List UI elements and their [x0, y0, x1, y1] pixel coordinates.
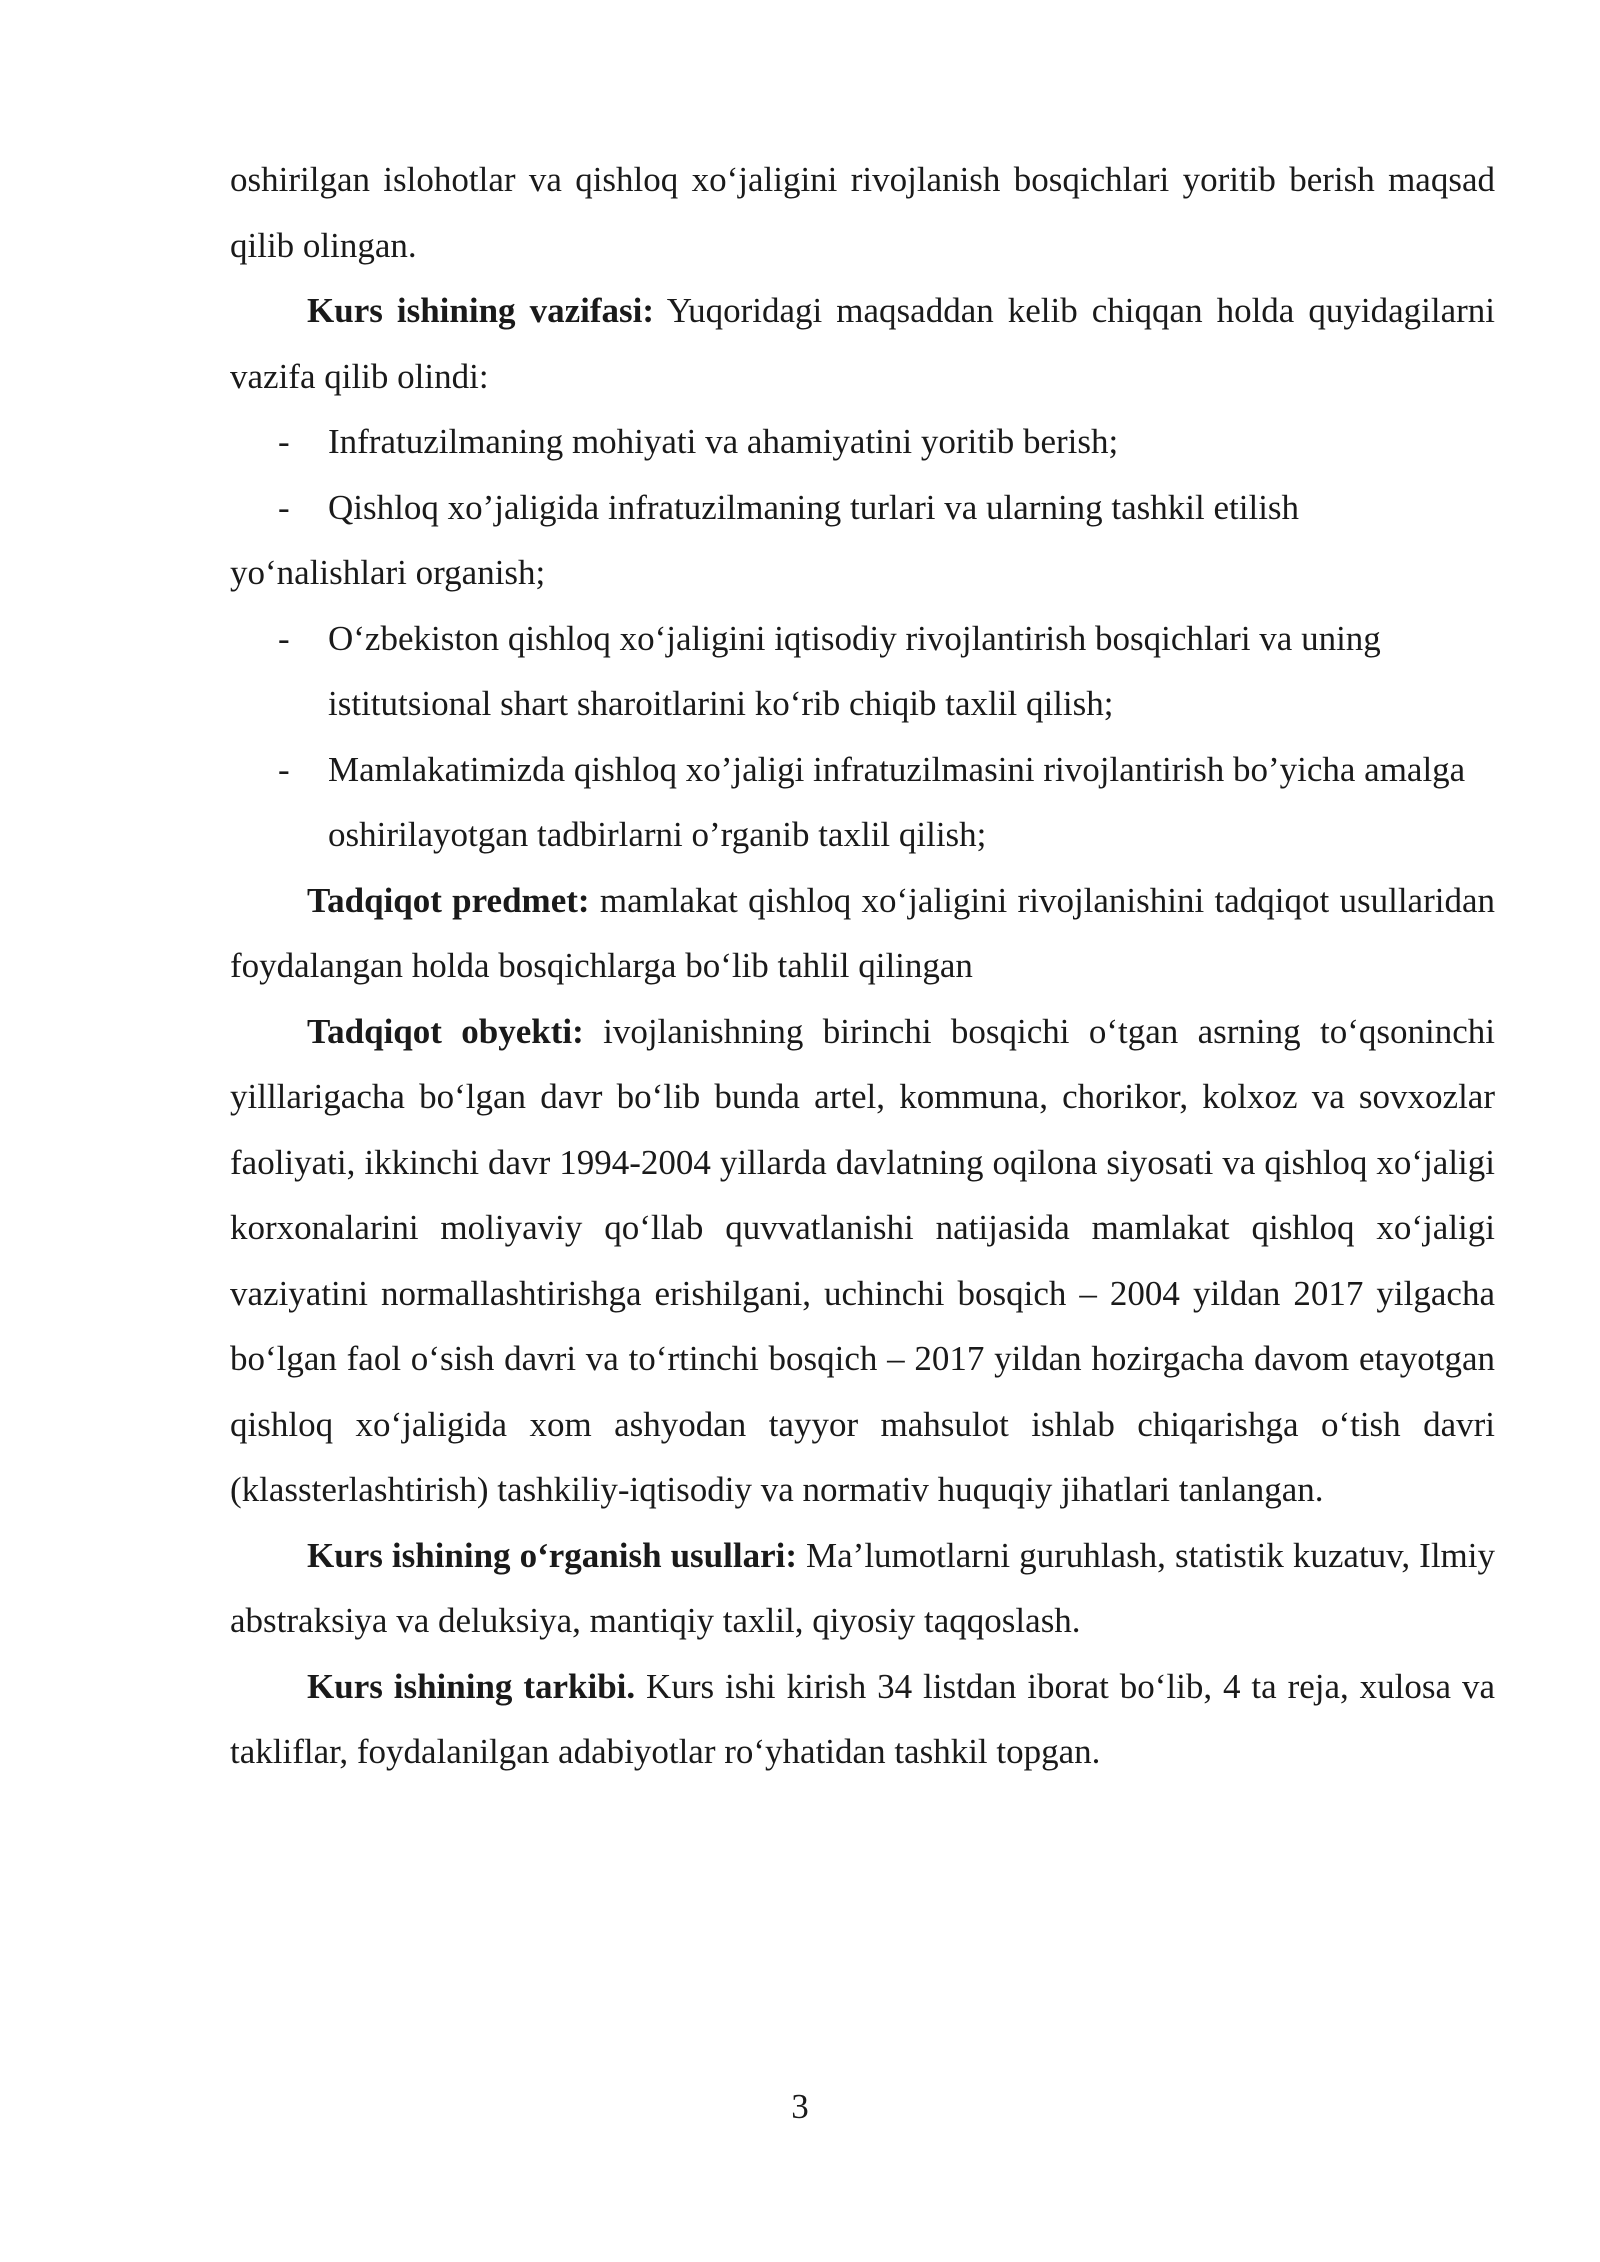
task-item-text: O‘zbekiston qishloq xo‘jaligini iqtisodiy rivojlantirish bosqichlari va uning istitutsional shart sharoitlarini ko‘rib chiqib taxlil qilish; [328, 618, 1381, 723]
task-item-text: Qishloq xo’jaligida infratuzilmaning turlari va ularning tashkil etilish [328, 487, 1300, 527]
list-dash: - [278, 749, 290, 789]
task-list-item [230, 475, 1495, 541]
structure-text: Kurs ishi kirish 34 listdan iborat bo‘lib, 4 ta reja, xulosa va takliflar, foydalanilgan adabiyotlar ro‘yhatidan tashkil topgan. [230, 1666, 1495, 1771]
task-list-item [230, 606, 1495, 737]
task-list-item [230, 409, 1495, 475]
tasks-text: Yuqoridagi maqsaddan kelib chiqqan holda quyidagilarni vazifa qilib olindi: [230, 291, 1495, 396]
tasks-paragraph [230, 278, 1495, 409]
page-number: 3 [791, 2087, 809, 2126]
list-dash: - [278, 618, 290, 658]
document-page [230, 147, 1495, 1785]
tasks-heading: Kurs ishining vazifasi: [307, 291, 654, 330]
task-item-text: Infratuzilmaning mohiyati va ahamiyatini yoritib berish; [328, 422, 1119, 461]
task-list-item [230, 737, 1495, 868]
object-heading: Tadqiqot obyekti: [307, 1011, 584, 1051]
structure-heading: Kurs ishining tarkibi. [307, 1666, 636, 1706]
subject-text: mamlakat qishloq xo‘jaligini rivojlanishini tadqiqot usullaridan foydalangan holda bosqichlarga bo‘lib tahlil qilingan [230, 880, 1495, 985]
subject-heading: Tadqiqot predmet: [307, 880, 590, 920]
structure-paragraph [230, 1654, 1495, 1785]
task-item-text: Mamlakatimizda qishloq xo’jaligi infratuzilmasini rivojlantirish bo’yicha amalga oshirilayotgan tadbirlarni o’rganib taxlil qilish; [328, 749, 1466, 854]
subject-paragraph [230, 868, 1495, 999]
object-text: ivojlanishning birinchi bosqichi o‘tgan asrning to‘qsoninchi yilllarigacha bo‘lgan davr bo‘lib bunda artel, kommuna, chorikor, kolxoz va sovxozlar faoliyati, ikkinchi davr 1994-2004 yillarda davlatning oqilona siyosati va qishloq xo‘jaligi korxonalarini moliyaviy qo‘llab quvvatlanishi natijasida mamlakat qishloq xo‘jaligi vaziyatini normallashtirishga erishilgani, uchinchi bosqich – 2004 yildan 2017 yilgacha bo‘lgan faol o‘sish davri va to‘rtinchi bosqich – 2017 yildan hozirgacha davom etayotgan qishloq xo‘jaligida xom ashyodan tayyor mahsulot ishlab chiqarishga o‘tish davri (klassterlashtirish) tashkiliy-iqtisodiy va normativ huquqiy jihatlari tanlangan. [230, 1011, 1495, 1509]
list-dash: - [278, 422, 290, 461]
methods-heading: Kurs ishining o‘rganish usullari: [307, 1535, 797, 1575]
methods-text: Ma’lumotlarni guruhlash, statistik kuzatuv, Ilmiy abstraksiya va deluksiya, mantiqiy taxlil, qiyosiy taqqoslash. [230, 1535, 1495, 1640]
object-paragraph [230, 999, 1495, 1523]
task-list-item-continuation: yo‘nalishlari organish; [230, 553, 546, 592]
intro-paragraph-tail: oshirilgan islohotlar va qishloq xo‘jaligini rivojlanish bosqichlari yoritib berish maqsad qilib olingan. [230, 160, 1495, 265]
methods-paragraph [230, 1523, 1495, 1654]
list-dash: - [278, 487, 290, 527]
